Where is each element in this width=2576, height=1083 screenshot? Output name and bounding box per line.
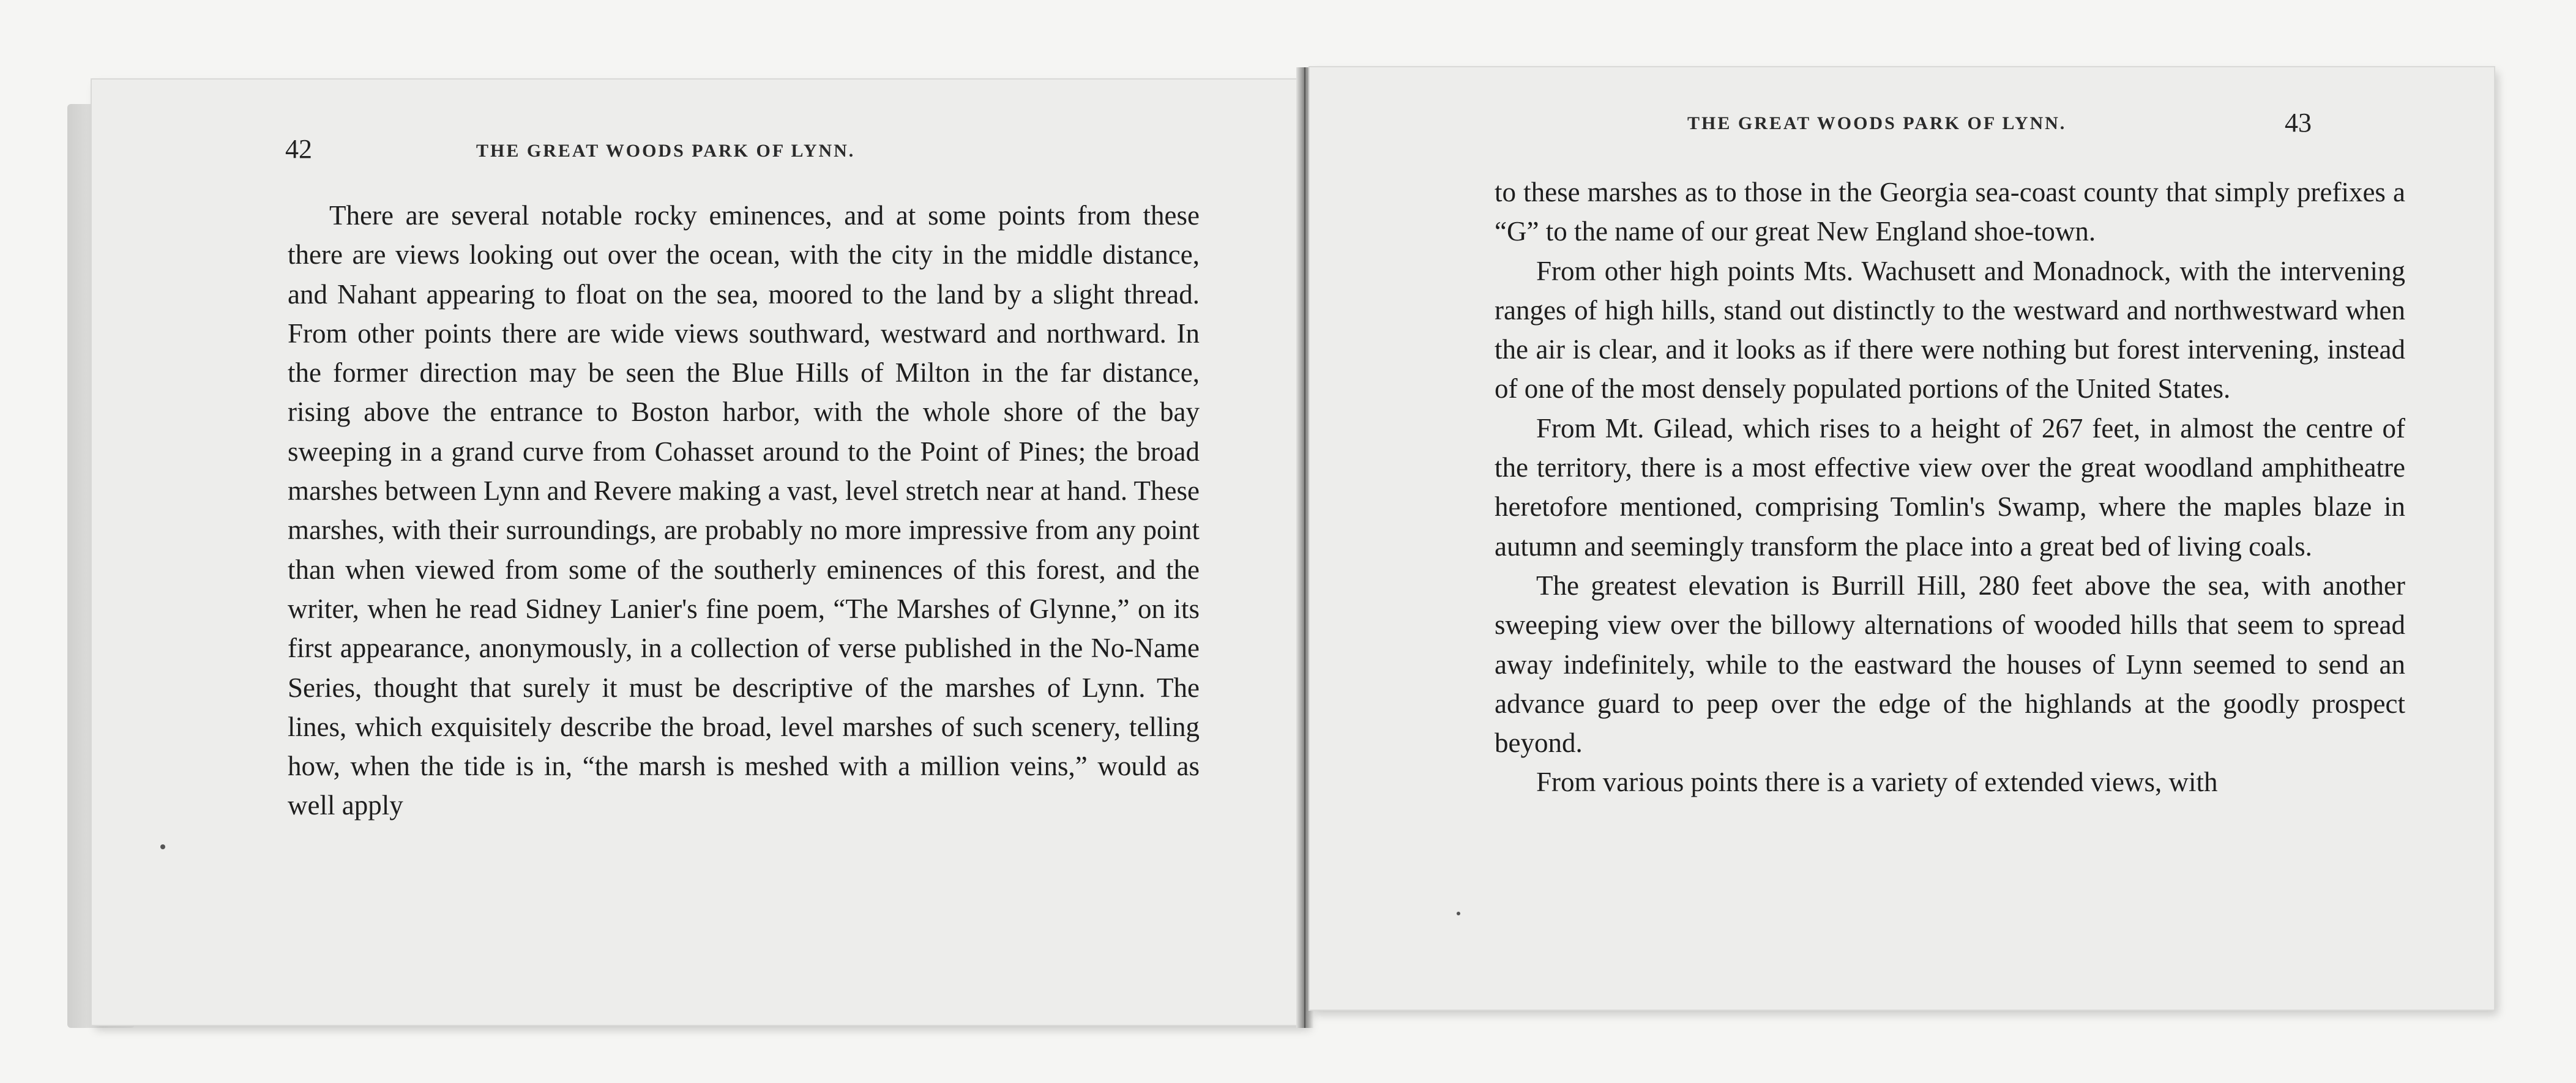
right-running-head: THE GREAT WOODS PARK OF LYNN. <box>1687 113 2067 133</box>
right-paragraph-1: to these marshes as to those in the Georgia sea-coast county that simply prefixes a “G” to the name of our great New England shoe-town. <box>1495 177 2405 247</box>
left-paragraph-1: There are several notable rocky eminences, and at some points from these there are views looking out over the ocean, with the city in the middle distance, and Nahant appearing to float on the sea, moored to the land by a slight thread. From other points there are wide views southward, westward and northward. In the former direction may be seen the Blue Hills of Milton in the far distance, rising above the entrance to Boston harbor, with the whole shore of the bay sweeping in a grand curve from Cohasset around to the Point of Pines; the broad marshes between Lynn and Revere making a vast, level stretch near at hand. These marshes, with their surroundings, are probably no more impressive from any point than when viewed from some of the southerly eminences of this forest, and the writer, when he read Sidney Lanier's fine poem, “The Marshes of Glynne,” on its first appearance, anonymously, in a collection of verse published in the No-Name Series, thought that surely it must be descriptive of the marshes of Lynn. The lines, which exquisitely describe the broad, level marshes of such scenery, telling how, when the tide is in, “the marsh is meshed with a million veins,” would as well apply <box>288 200 1200 821</box>
left-running-head: THE GREAT WOODS PARK OF LYNN. <box>476 141 856 161</box>
page-speck <box>1457 912 1460 915</box>
right-page-number: 43 <box>2285 108 2312 138</box>
left-body-text <box>288 196 1200 825</box>
right-page <box>1310 67 2494 1010</box>
left-page <box>92 80 1307 1025</box>
right-paragraph-4: The greatest elevation is Burrill Hill, 280 feet above the sea, with another sweeping view over the billowy alternations of wooded hills that seem to spread away indefinitely, while to the eastward the houses of Lynn seemed to send an advance guard to peep over the edge of the highlands at the goodly prospect beyond. <box>1495 570 2405 759</box>
right-paragraph-3: From Mt. Gilead, which rises to a height of 267 feet, in almost the centre of the territory, there is a most effective view over the great woodland amphitheatre heretofore mentioned, comprising Tomlin's Swamp, where the maples blaze in autumn and seemingly transform the place into a great bed of living coals. <box>1495 412 2405 562</box>
right-body-text <box>1495 173 2405 802</box>
left-page-number: 42 <box>285 134 312 164</box>
right-paragraph-5: From various points there is a variety of extended views, with <box>1536 767 2218 798</box>
page-speck <box>160 844 165 849</box>
right-paragraph-2: From other high points Mts. Wachusett and Monadnock, with the intervening ranges of high hills, stand out distinctly to the westward and northwestward when the air is clear, and it looks as if there were nothing but forest intervening, instead of one of the most densely populated portions of the United States. <box>1495 255 2405 404</box>
